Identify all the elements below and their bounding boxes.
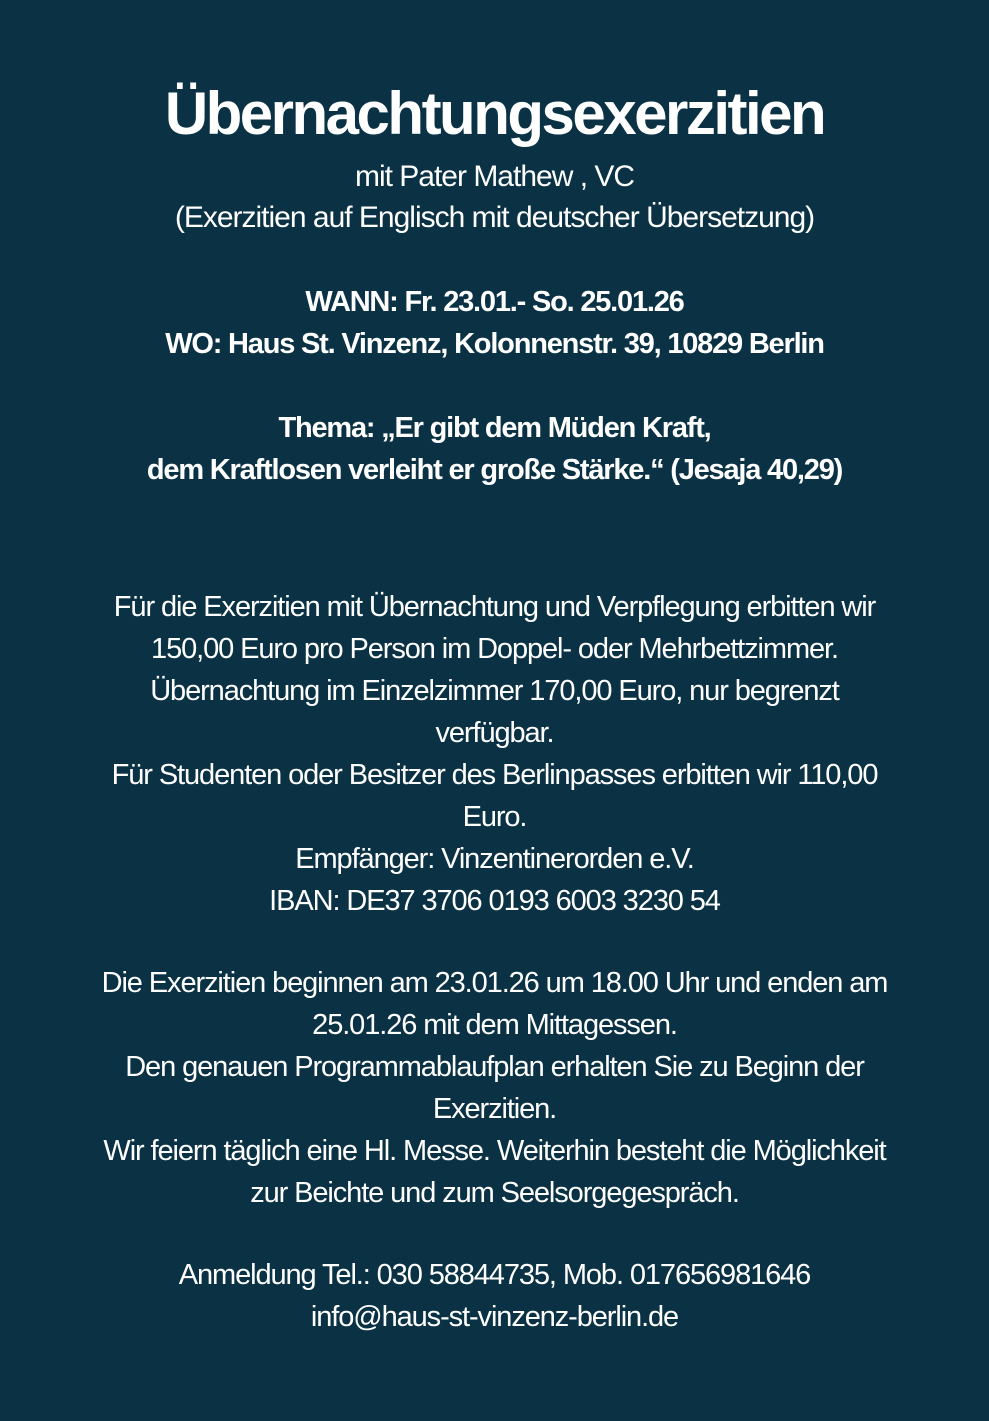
schedule-line-3: Den genauen Programmablaufplan erhalten Sie zu Beginn der [125,1051,864,1083]
schedule-line-4: Exerzitien. [432,1093,557,1125]
subtitle-speaker: mit Pater Mathew , VC [354,160,635,193]
page-title: Übernachtungsexerzitien [164,80,825,147]
iban-line: IBAN: DE37 3706 0193 6003 3230 54 [269,885,720,917]
where-line: WO: Haus St. Vinzenz, Kolonnenstr. 39, 10829 Berlin [165,328,824,360]
schedule-line-1: Die Exerzitien beginnen am 23.01.26 um 18.00 Uhr und enden am [101,967,888,999]
schedule-line-5: Wir feiern täglich eine Hl. Messe. Weiterhin besteht die Möglichkeit [103,1135,886,1167]
schedule-line-2: 25.01.26 mit dem Mittagessen. [312,1009,677,1041]
registration-email: info@haus-st-vinzenz-berlin.de [310,1301,679,1333]
schedule-line-6: zur Beichte und zum Seelsorgegespräch. [250,1177,739,1209]
registration-phone: Anmeldung Tel.: 030 58844735, Mob. 017656981646 [178,1259,811,1291]
theme-line-1: Thema: „Er gibt dem Müden Kraft, [278,412,711,444]
recipient-line: Empfänger: Vinzentinerorden e.V. [295,843,694,875]
subtitle-language: (Exerzitien auf Englisch mit deutscher Übersetzung) [174,201,815,234]
theme-line-2: dem Kraftlosen verleiht er große Stärke.“ (Jesaja 40,29) [146,454,843,486]
cost-line-1: Für die Exerzitien mit Übernachtung und Verpflegung erbitten wir [113,591,876,623]
cost-line-5: Für Studenten oder Besitzer des Berlinpasses erbitten wir 110,00 [111,759,878,791]
cost-line-6: Euro. [462,801,527,833]
when-line: WANN: Fr. 23.01.- So. 25.01.26 [305,286,684,318]
cost-line-4: verfügbar. [435,717,554,749]
cost-line-3: Übernachtung im Einzelzimmer 170,00 Euro, nur begrenzt [150,675,839,707]
cost-line-2: 150,00 Euro pro Person im Doppel- oder Mehrbettzimmer. [151,633,838,665]
